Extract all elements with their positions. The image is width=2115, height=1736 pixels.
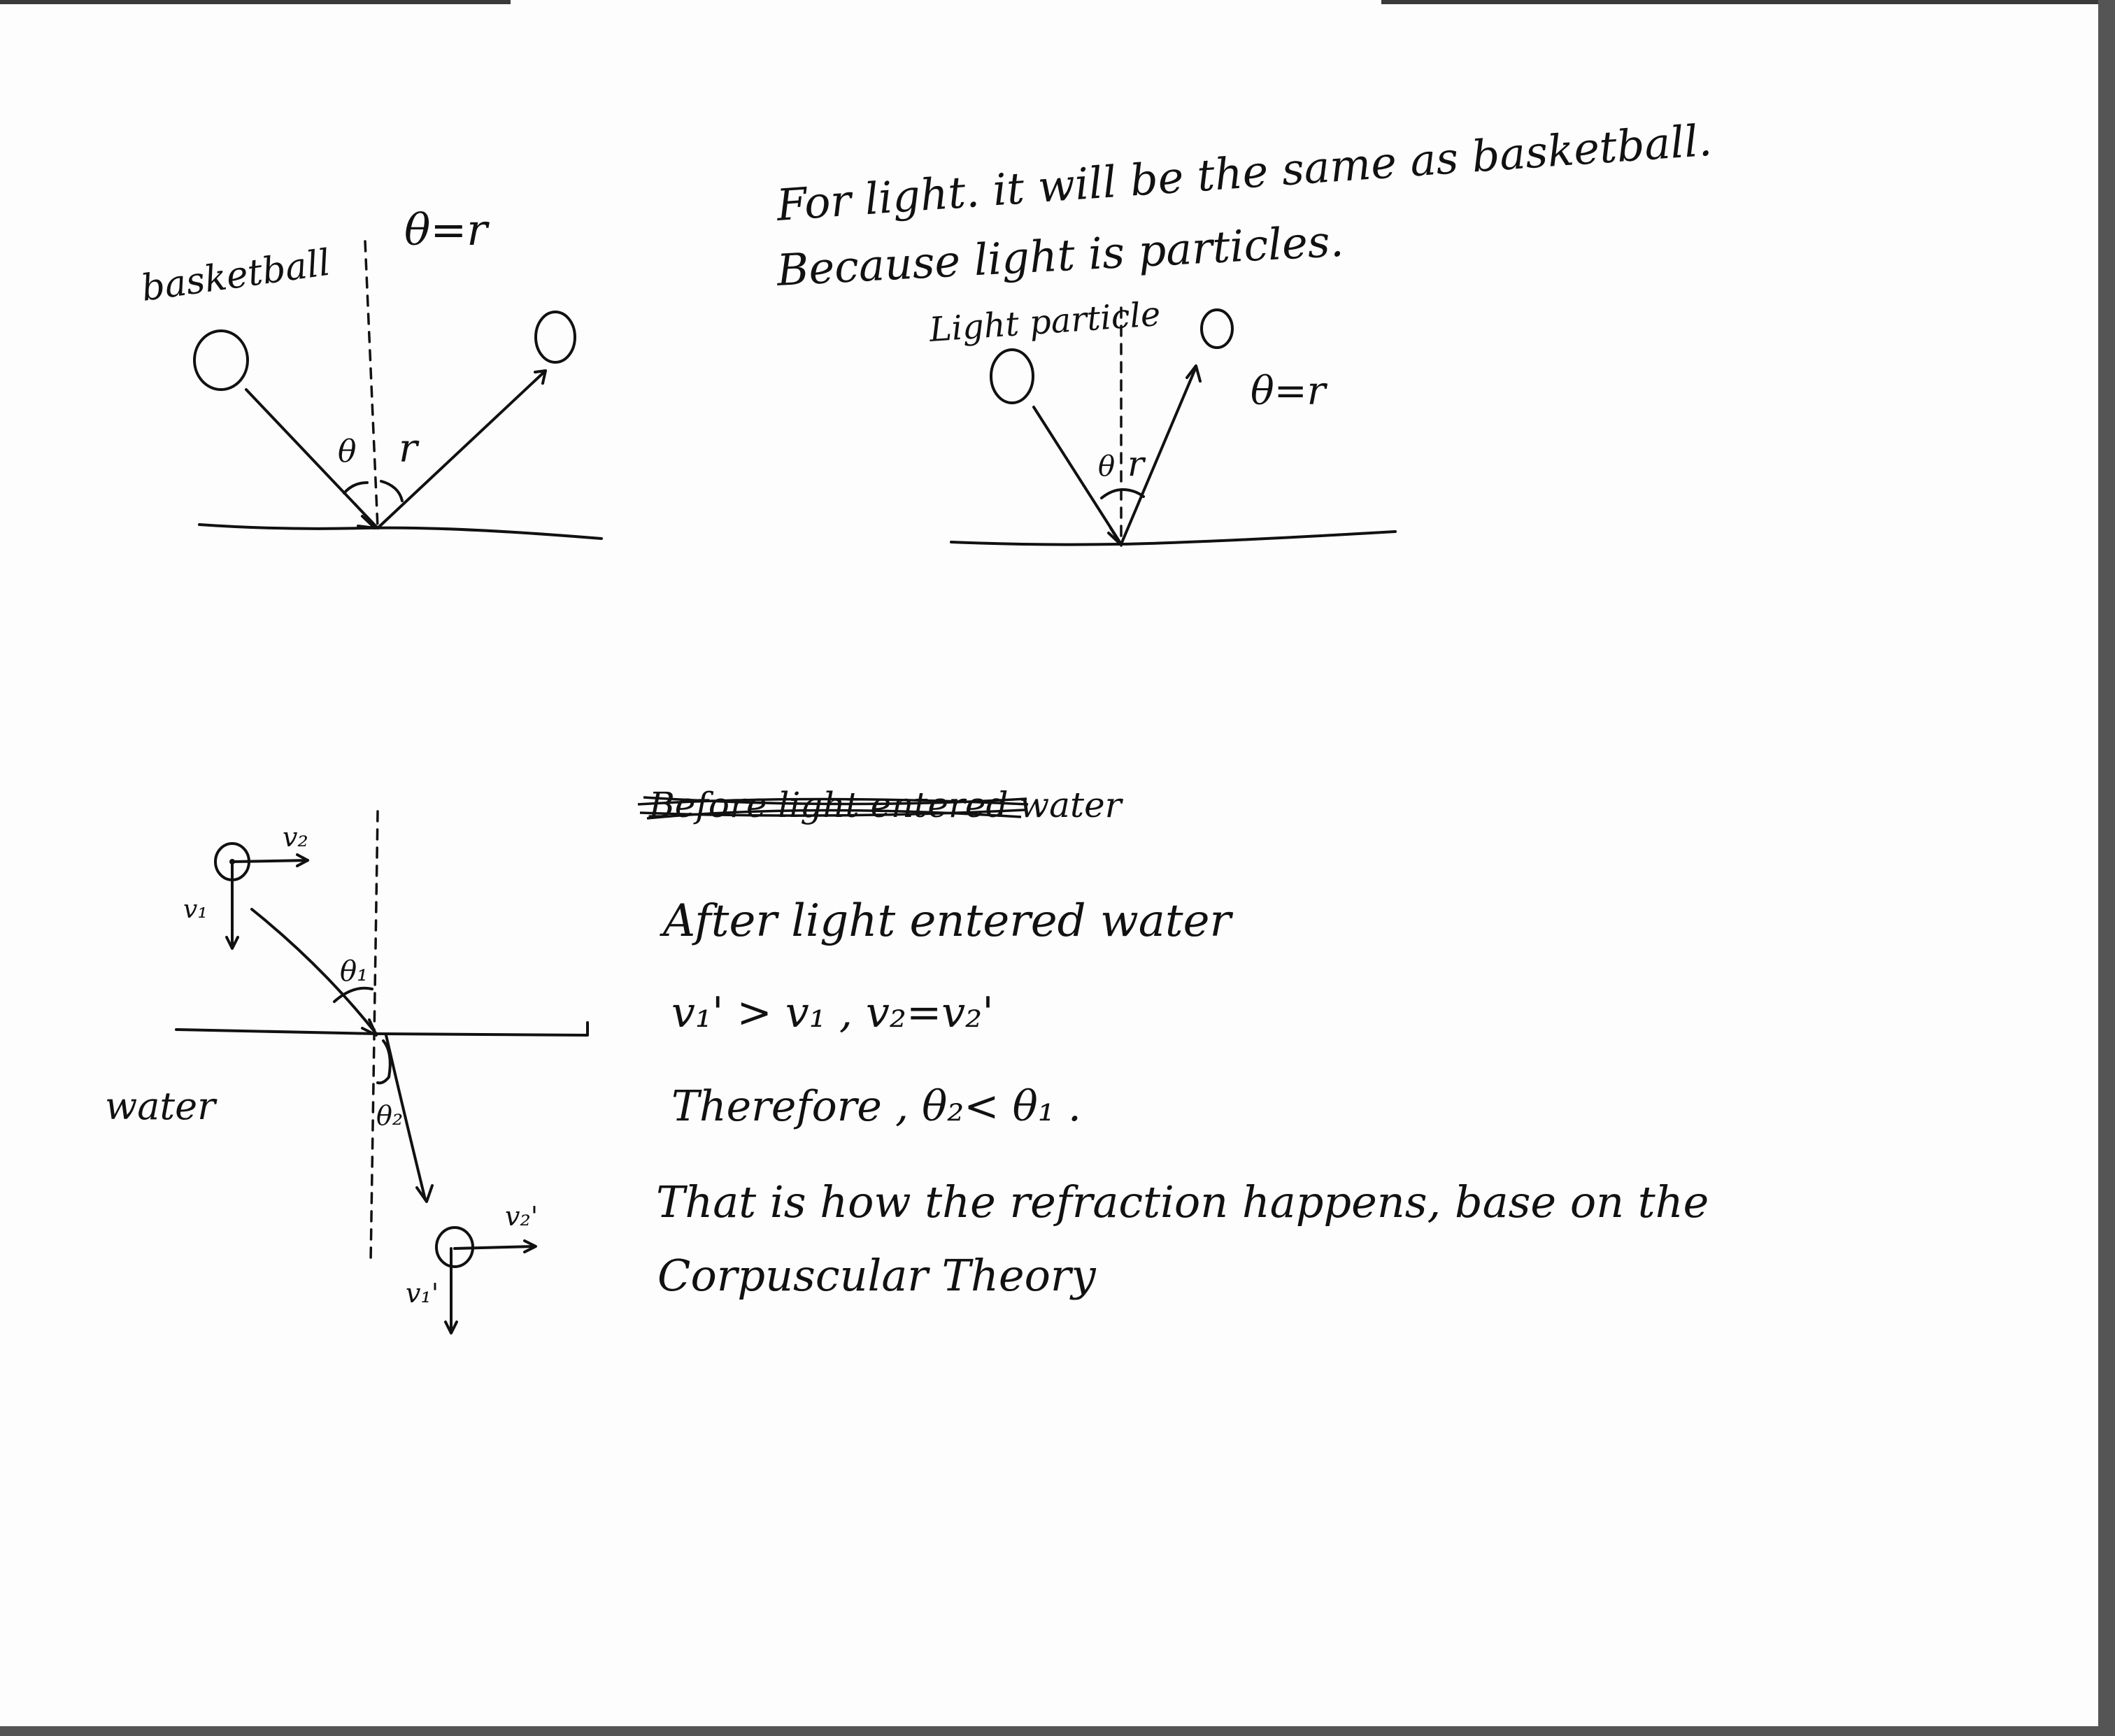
light-equation: θ=r bbox=[1251, 369, 1326, 414]
basketball-theta: θ bbox=[338, 434, 357, 469]
conclusion-line-1: That is how the refraction happens, base on the bbox=[656, 1176, 1709, 1228]
normal-line bbox=[365, 241, 378, 528]
basketball-label: basketball bbox=[138, 241, 333, 310]
basketball-r: r bbox=[399, 426, 418, 471]
v2-prime-label: v₂' bbox=[505, 1201, 539, 1232]
theta2-label: θ₂ bbox=[376, 1100, 404, 1131]
after-line: After light entered water bbox=[663, 895, 1232, 947]
v2-arrow bbox=[232, 860, 308, 862]
light-reflection-diagram bbox=[774, 115, 1714, 546]
light-theta: θ bbox=[1098, 450, 1116, 483]
light-particle-incoming bbox=[991, 350, 1033, 403]
v2-label: v₂ bbox=[283, 822, 308, 853]
water-label: water bbox=[105, 1084, 215, 1128]
v2-prime-arrow bbox=[455, 1246, 535, 1248]
therefore-line: Therefore , θ₂< θ₁ . bbox=[671, 1082, 1081, 1131]
basketball-outgoing bbox=[536, 312, 575, 362]
conclusion-line-2: Corpuscular Theory bbox=[657, 1250, 1096, 1301]
theta2-arc bbox=[378, 1041, 390, 1083]
struck-out-text: Before light entered water bbox=[649, 785, 1122, 825]
light-particle-label: Light particle bbox=[927, 294, 1162, 350]
light-r: r bbox=[1127, 443, 1144, 484]
light-line-1: For light. it will be the same as basketball. bbox=[774, 114, 1714, 231]
relation-line: v₁' > v₁ , v₂=v₂' bbox=[671, 988, 994, 1037]
basketball-reflection-diagram bbox=[138, 204, 601, 539]
refraction-explanation bbox=[638, 785, 1709, 1301]
theta1-label: θ₁ bbox=[340, 955, 369, 988]
basketball-incoming bbox=[194, 331, 248, 390]
light-particle-outgoing bbox=[1202, 310, 1232, 348]
refraction-diagram bbox=[105, 811, 588, 1333]
incoming-path bbox=[246, 390, 378, 528]
light-angle-arcs bbox=[1102, 490, 1144, 498]
r-arc bbox=[381, 481, 402, 501]
v1-prime-label: v₁' bbox=[406, 1278, 439, 1309]
surface-line bbox=[199, 525, 601, 539]
v1-label: v₁ bbox=[183, 895, 208, 924]
light-incoming-arrow bbox=[1109, 528, 1120, 544]
light-line-2: Because light is particles. bbox=[775, 215, 1345, 296]
basketball-equation: θ=r bbox=[404, 204, 487, 255]
refraction-normal-line bbox=[371, 811, 378, 1262]
water-surface-line bbox=[176, 1023, 588, 1035]
light-surface-line bbox=[951, 532, 1395, 545]
theta-arc bbox=[344, 483, 367, 493]
